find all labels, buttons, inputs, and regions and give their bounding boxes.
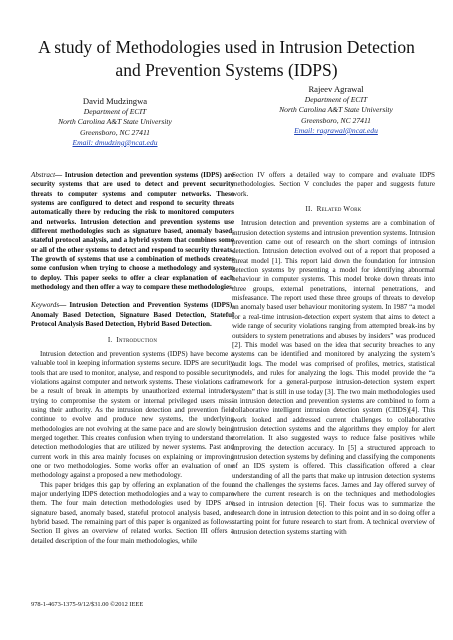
abstract [31,171,234,292]
section-number: II. [305,205,313,214]
related-work-paragraph: Intrusion detection and prevention systems are a combination of intrusion detection systems and intrusion prevention systems. Intrusion prevention came out of research on the short comings of intrusion detection. Intrusion detection evolved out of a report that proposed a threat model [1]. This report laid down the foundation for intrusion detection systems by presenting a model for identifying abnormal behaviour in computer systems. This model broke down threats into three groups, external penetrations, internal penetrations, and misfeasance. The report used these three groups of threats to develop an anomaly based user behaviour monitoring system. In 1987 “a model for a real-time intrusion-detection expert system that aims to detect a wide range of security violations ranging from attempted break-ins by outsiders to system penetrations and abuses by insiders” was produced [2]. This model was based on the idea that security breaches to any systems can be identified and monitored by analyzing the system’s audit logs. The model was comprised of profiles, metrics, statistical models, and rules for analyzing the logs. This model provide the “a framework for a general-purpose intrusion-detection system expert system” that is still in use today [3]. The two main methodologies used in intrusion detection and prevention systems are combined to form a collaborative intelligent intrusion detection system (CIIDS)[4]. This work looked and addressed current challenges to collaborative intrusion detection systems and the algorithms they employ for alert correlation. It also suggested ways to reduce false positives while improving the detection accuracy. In [5] a structured approach to intrusion detection systems by defining and classifying the components of an IDS system is offered. This classification offered a clear understanding of all the parts that make up intrusion detection systems and the challenges the systems faces. James and Jay offered survey of where the current research is on the techniques and methodologies used in intrusion detection [6]. Their focus was to summarize the research done in intrusion detection to this point and in so doing offer a starting point for future research to start from. A technical overview of intrusion detection systems starting with [232,219,435,536]
section-heading-related-work [232,205,435,214]
section-title: Related Work [316,205,362,214]
author-email[interactable] [22,138,208,148]
author-email-link[interactable]: Email: ragrawal@ncat.edu [294,125,378,135]
right-column [232,171,435,537]
author-block-1 [22,96,208,148]
author-university: North Carolina A&T State University [58,117,172,127]
keywords-label: Keywords [31,301,60,310]
intro-continued-paragraph: Section IV offers a detailed way to compare and evaluate IDPS methodologies. Section V concludes the paper and suggests future work. [232,171,435,198]
author-name: Rajeev Agrawal [308,84,364,94]
paper-title [6,36,447,82]
author-city: Greensboro, NC 27411 [80,127,150,137]
author-name: David Mudzingwa [82,96,148,106]
abstract-text: — Intrusion detection and prevention systems (IDPS) are security systems that are used to detect and prevent security threats to computer systems and computer networks. These systems are configured to detect and respond to security threats automatically there by reducing the risk to monitored computers and networks. Intrusion detection and prevention systems use different methodologies such as signature based, anomaly based, stateful protocol analysis, and a hybrid system that combines some or all of the other systems to detect and respond to security threats. The growth of systems that use a combination of methods creates some confusion when trying to choose a methodology and system to deploy. This paper seeks to offer a clear explanation of each methodology and then offer a way to compare these methodologies. [31,171,234,292]
author-department: Department of ECIT [83,107,147,117]
keywords [31,301,234,329]
paper-title-line-2: and Prevention Systems (IDPS) [115,60,338,80]
intro-paragraph-1: Intrusion detection and prevention systems (IDPS) have become a valuable tool in keeping information systems secure. IDPS are security tools that are used to monitor, analyse, and respond to possible security violations against computer and network systems. These violations can be a result of break in attempts by unauthorized external intruders trying to compromise the system or internal privileged users miss-using their authority. As the intrusion detection and prevention field continue to evolve and produce new systems, the underlying methodologies are not evolving at the same pace and are slowly being merged together. This creates confusion when trying to understand the detection methodologies that are utilized by newer systems. Past and current work in this area mainly focuses on explaining or improving one or two methodologies. Some works offer an evaluation of one methodology against a proposed a new methodology. [31,349,234,480]
paper-title-line-1: A study of Methodologies used in Intrusion Detection [38,37,415,57]
copyright-footer: 978-1-4673-1375-9/12/$31.00 ©2012 IEEE [31,601,144,608]
section-title: Introduction [116,335,158,344]
author-email-link[interactable]: Email: dmudzing@ncat.edu [72,137,158,147]
author-block-2 [241,84,431,136]
author-email[interactable] [241,126,431,136]
author-city: Greensboro, NC 27411 [301,115,371,125]
section-number: I. [107,335,113,344]
author-department: Department of ECIT [304,95,368,105]
intro-paragraph-2: This paper bridges this gap by offering an explanation of the four major underlying IDPS detection methodologies and a way to compare them. The four main detection methodologies used by IDPS are signature based, anomaly based, stateful protocol analysis based, and hybrid based. The remaining part of this paper is organized as follows: Section II gives an overview of related works. Section III offers a detailed description of the four main methodologies, while [31,480,234,545]
keywords-text: — Intrusion Detection and Prevention Systems (IDPS), Anomaly Based Detection, Signature Based Detection, Stateful Protocol Analysis Based Detection, Hybrid Based Detection. [31,301,234,329]
abstract-label: Abstract [31,171,56,179]
author-university: North Carolina A&T State University [279,105,393,115]
section-heading-introduction [31,336,234,345]
left-column [31,171,234,546]
